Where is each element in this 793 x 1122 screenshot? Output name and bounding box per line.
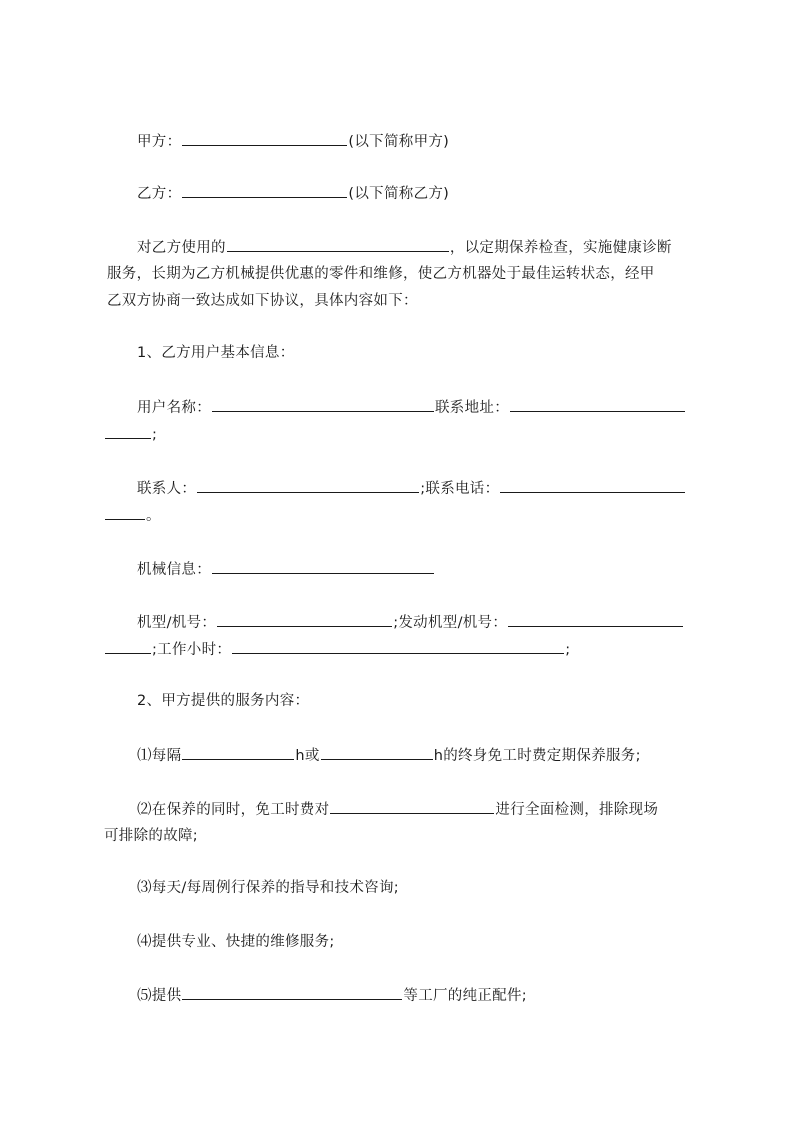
- engine-blank-continued[interactable]: [105, 639, 151, 654]
- intro-line-3-text: 乙双方协商一致达成如下协议，具体内容如下：: [107, 293, 418, 309]
- party-b-suffix: (以下简称乙方): [348, 186, 450, 202]
- user-name-blank[interactable]: [212, 397, 434, 412]
- intro-line1-suffix: ，以定期保养检查，实施健康诊断: [449, 240, 672, 256]
- phone-end: 。: [146, 508, 161, 524]
- machine-info-line: [137, 559, 435, 580]
- party-b-blank[interactable]: [182, 183, 347, 198]
- hours-end: ;: [565, 642, 571, 658]
- section2-heading: [137, 691, 309, 711]
- service-item-2: [137, 799, 658, 820]
- section1-heading-text: 1、乙方用户基本信息：: [137, 345, 295, 361]
- service-item-3: [137, 878, 399, 898]
- item2-prefix: ⑵在保养的同时，免工时费对: [137, 802, 330, 818]
- party-a-blank[interactable]: [182, 131, 347, 146]
- item3-text: ⑶每天/每周例行保养的指导和技术咨询;: [137, 880, 399, 896]
- phone-blank-continued[interactable]: [105, 505, 145, 520]
- item5-prefix: ⑸提供: [137, 988, 182, 1004]
- item1-prefix: ⑴每隔: [137, 748, 182, 764]
- intro-line-2: [107, 264, 655, 284]
- party-b-line: [137, 183, 449, 204]
- phone-blank[interactable]: [500, 478, 685, 493]
- hours-label: ;工作小时：: [152, 642, 232, 658]
- item2-line2: 可排除的故障;: [104, 828, 198, 844]
- machine-info-label: 机械信息：: [137, 562, 211, 578]
- service-item-1: [137, 745, 641, 766]
- model-line: [137, 612, 684, 633]
- intro-line-3: [107, 291, 418, 311]
- contact-label: 联系人：: [137, 481, 197, 497]
- section1-heading: [137, 343, 295, 363]
- item1-suffix: h的终身免工时费定期保养服务;: [433, 748, 641, 764]
- hours-blank[interactable]: [232, 639, 564, 654]
- party-a-suffix: (以下简称甲方): [348, 134, 450, 150]
- model-blank[interactable]: [217, 612, 392, 627]
- address-blank-continued[interactable]: [105, 424, 151, 439]
- user-name-line: [137, 397, 686, 418]
- interval-blank-2[interactable]: [321, 745, 433, 760]
- address-continued-line: [104, 424, 157, 445]
- engine-blank[interactable]: [508, 612, 683, 627]
- interval-blank-1[interactable]: [182, 745, 294, 760]
- hours-line: [104, 639, 570, 660]
- party-a-label: 甲方：: [137, 134, 182, 150]
- phone-continued-line: [104, 505, 161, 526]
- phone-label: ;联系电话：: [420, 481, 500, 497]
- section2-heading-text: 2、甲方提供的服务内容：: [137, 693, 310, 709]
- item1-mid: h或: [295, 748, 320, 764]
- party-b-label: 乙方：: [137, 186, 182, 202]
- service-item-4: [137, 932, 335, 952]
- address-end: ;: [152, 427, 158, 443]
- item4-text: ⑷提供专业、快捷的维修服务;: [137, 934, 335, 950]
- inspection-blank[interactable]: [330, 799, 494, 814]
- machine-info-blank[interactable]: [212, 559, 434, 574]
- parts-blank[interactable]: [182, 985, 402, 1000]
- contact-line: [137, 478, 686, 499]
- item5-suffix: 等工厂的纯正配件;: [403, 988, 527, 1004]
- party-a-line: [137, 131, 449, 152]
- engine-label: ;发动机型/机号：: [393, 615, 508, 631]
- user-name-label: 用户名称：: [137, 400, 211, 416]
- machine-blank[interactable]: [227, 237, 449, 252]
- item2-suffix: 进行全面检测，排除现场: [495, 802, 659, 818]
- service-item-2-continued: [104, 826, 198, 846]
- contact-blank[interactable]: [197, 478, 419, 493]
- address-label: 联系地址：: [435, 400, 509, 416]
- address-blank[interactable]: [510, 397, 685, 412]
- service-item-5: [137, 985, 527, 1006]
- intro-prefix: 对乙方使用的: [137, 240, 226, 256]
- intro-line-1: [137, 237, 672, 258]
- model-label: 机型/机号：: [137, 615, 217, 631]
- intro-line-2-text: 服务，长期为乙方机械提供优惠的零件和维修，使乙方机器处于最佳运转状态，经甲: [107, 266, 655, 282]
